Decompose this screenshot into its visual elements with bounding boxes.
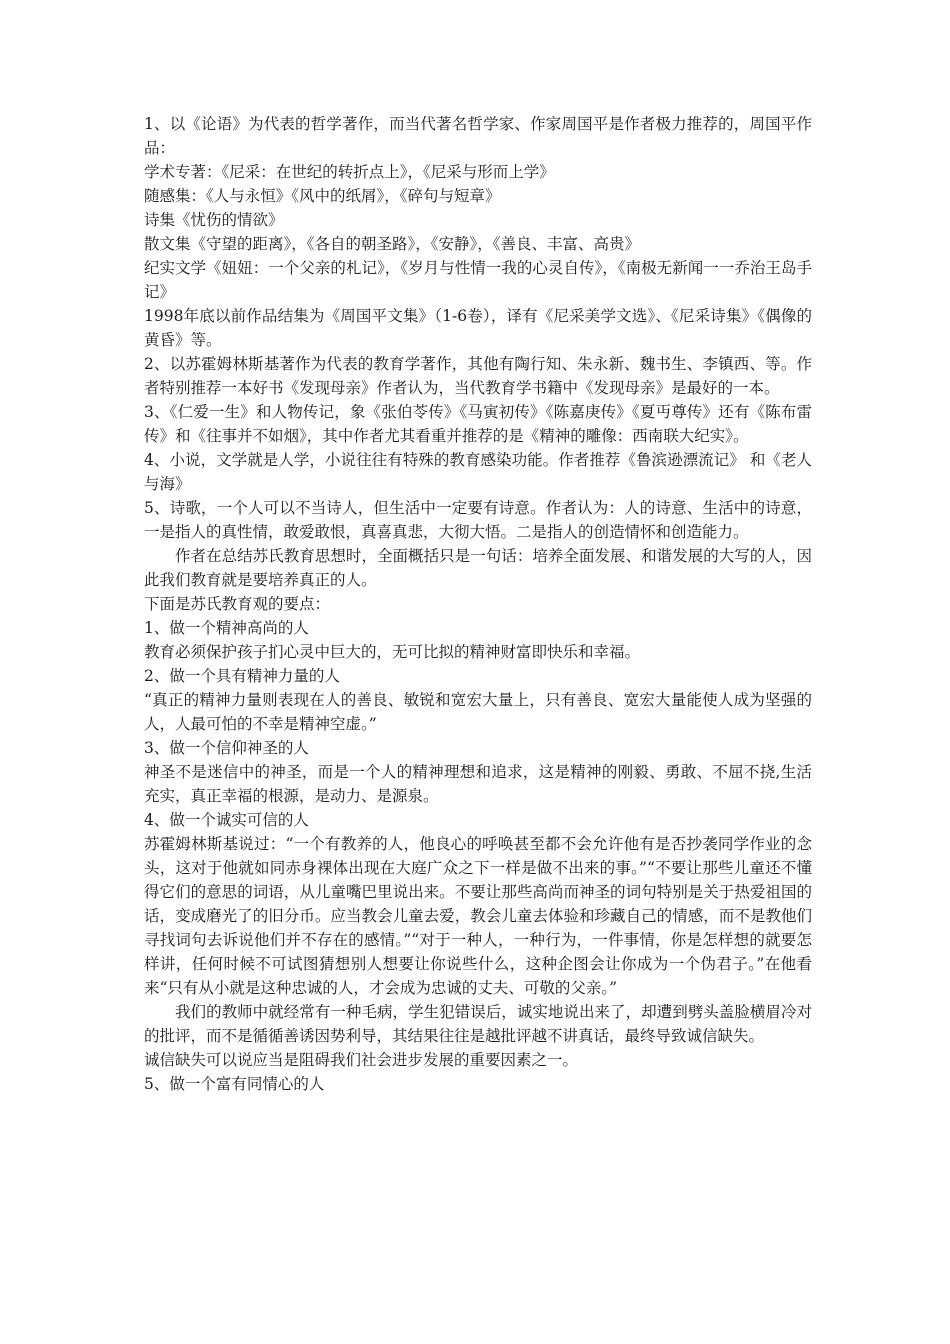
- paragraph: 下面是苏氏教育观的要点：: [144, 595, 331, 613]
- paragraph: 1、做一个精神高尚的人: [144, 619, 309, 637]
- paragraph: 诚信缺失可以说应当是阻碍我们社会进步发展的重要因素之一。: [144, 1051, 579, 1069]
- paragraph: 纪实文学《妞妞：一个父亲的札记》，《岁月与性情一我的心灵自传》，《南极无新闻一一乔治王岛手记》: [144, 259, 812, 301]
- paragraph: 教育必须保护孩子扪心灵中巨大的，无可比拟的精神财富即快乐和幸福。: [144, 643, 641, 661]
- paragraph: 3、做一个信仰神圣的人: [144, 739, 309, 757]
- paragraph: 4、做一个诚实可信的人: [144, 811, 309, 829]
- paragraph: 神圣不是迷信中的神圣，而是一个人的精神理想和追求，这是精神的刚毅、勇敢、不屈不挠,生活充实，真正幸福的根源，是动力、是源泉。: [144, 763, 812, 805]
- paragraph: 作者在总结苏氏教育思想时，全面概括只是一句话：培养全面发展、和谐发展的大写的人，因此我们教育就是要培养真正的人。: [144, 547, 812, 589]
- paragraph: 1998年底以前作品结集为《周国平文集》（1-6卷），译有《尼采美学文选》、《尼采诗集》《偶像的黄昏》等。: [144, 307, 812, 349]
- paragraph: 1、以《论语》为代表的哲学著作，而当代著名哲学家、作家周国平是作者极力推荐的，周国平作品：: [144, 115, 812, 157]
- paragraph: 5、诗歌，一个人可以不当诗人，但生活中一定要有诗意。作者认为：人的诗意、生活中的诗意，一是指人的真性情，敢爱敢恨，真喜真悲，大彻大悟。二是指人的创造情怀和创造能力。: [144, 499, 812, 541]
- paragraph: 随感集：《人与永恒》《风中的纸屑》，《碎句与短章》: [144, 187, 501, 205]
- paragraph: 3、《仁爱一生》和人物传记，象《张伯苓传》《马寅初传》《陈嘉庚传》《夏丏尊传》还有《陈布雷传》和《往事并不如烟》，其中作者尤其看重并推荐的是《精神的雕像：西南联大纪实》。: [144, 403, 812, 445]
- paragraph: 诗集《忧伤的情欲》: [144, 211, 284, 229]
- document-page: [144, 112, 812, 1096]
- paragraph: 5、做一个富有同情心的人: [144, 1075, 325, 1093]
- paragraph: “真正的精神力量则表现在人的善良、敏锐和宽宏大量上，只有善良、宽宏大量能使人成为坚强的人，人最可怕的不幸是精神空虚。”: [144, 691, 812, 733]
- paragraph: 散文集《守望的距离》，《各自的朝圣路》，《安静》，《善良、丰富、高贵》: [144, 235, 641, 253]
- paragraph: 2、做一个具有精神力量的人: [144, 667, 340, 685]
- paragraph: 我们的教师中就经常有一种毛病，学生犯错误后，诚实地说出来了，却遭到劈头盖脸横眉冷对的批评，而不是循循善诱因势利导，其结果往往是越批评越不讲真话，最终导致诚信缺失。: [144, 1003, 812, 1045]
- paragraph: 学术专著：《尼采：在世纪的转折点上》，《尼采与形而上学》: [144, 163, 555, 181]
- paragraph: 2、以苏霍姆林斯基著作为代表的教育学著作，其他有陶行知、朱永新、魏书生、李镇西、等。作者特别推荐一本好书《发现母亲》作者认为，当代教育学书籍中《发现母亲》是最好的一本。: [144, 355, 812, 397]
- paragraph: 苏霍姆林斯基说过：“一个有教养的人，他良心的呼唤甚至都不会允许他有是否抄袭同学作业的念头，这对于他就如同赤身裸体出现在大庭广众之下一样是做不出来的事。”“不要让那些儿童还不懂得它们的意思的词语，从儿童嘴巴里说出来。不要让那些高尚而神圣的词句特别是关于热爱祖国的话，变成磨光了的旧分币。应当教会儿童去爱，教会儿童去体验和珍藏自己的情感，而不是教他们寻找词句去诉说他们并不存在的感情。”“对于一种人，一种行为，一件事情，你是怎样想的就要怎样讲，任何时候不可试图猜想别人想要让你说些什么，这种企图会让你成为一个伪君子。”在他看来“只有从小就是这种忠诚的人，才会成为忠诚的丈夫、可敬的父亲。”: [144, 835, 812, 997]
- paragraph: 4、小说，文学就是人学，小说往往有特殊的教育感染功能。作者推荐《鲁滨逊漂流记》 和《老人与海》: [144, 451, 812, 493]
